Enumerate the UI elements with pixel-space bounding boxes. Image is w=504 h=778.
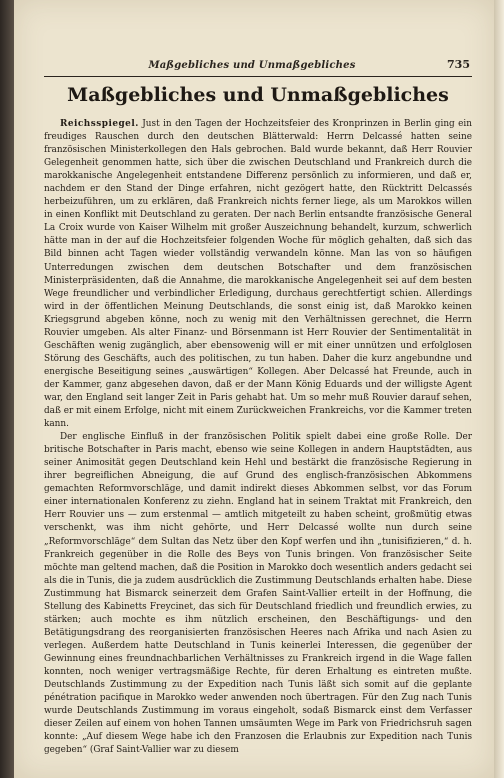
book-page — [14, 0, 494, 778]
paragraph-text: Der englische Einfluß in der französischen Politik spielt dabei eine große Rolle. Der britische Botschafter in Paris macht, ebenso wie seine Kollegen in andern Hauptstädten, aus seiner Animosität gegen Deutschland kein Hehl und bestärkt die französische Regierung in ihrer begreiflichen Abneigung, die auf Grund des englisch-französischen Abkommens gemachten Reformvorschläge, und damit indirekt dieses Abkommen selbst, vor das Forum einer internationalen Konferenz zu ziehn. England hat in seinem Traktat mit Frankreich, den Herr Rouvier uns — zum erstenmal — amtlich mitgeteilt zu haben scheint, großmütig etwas verschenkt, was ihm nicht gehörte, und Herr Delcassé wollte nun durch seine „Reformvorschläge“ dem Sultan das Netz über den Kopf werfen und ihn „tunisifizieren,“ d. h. Frankreich gegenüber in die Rolle des Beys von Tunis bringen. Von französischer Seite möchte man geltend machen, daß die Position in Marokko doch wesentlich anders gedacht sei als die in Tunis, die ja zudem ausdrücklich die Zustimmung Deutschlands erhalten habe. Diese Zustimmung hat Bismarck seinerzeit dem Grafen Saint-Vallier erteilt in der Hoffnung, die Stellung des Kabinetts Freycinet, das sich für Deutschland friedlich und freundlich erwies, zu stärken; auch mochte es ihm nützlich erscheinen, den Beschäftigungs- und den Betätigungsdrang des reorganisierten französischen Heeres nach Afrika und nach Asien zu verlegen. Außerdem hatte Deutschland in Tunis keinerlei Interessen, die gegenüber der Gewinnung eines freundnachbarlichen Verhältnisses zu Frankreich irgend in die Wage fallen konnten, noch weniger vertragsmäßige Rechte, für deren Erhaltung es eintreten mußte. Deutschlands Zustimmung zu der Expedition nach Tunis läßt sich somit auf die geplante pénétration pacifique in Marokko weder anwenden noch übertragen. Für den Zug nach Tunis wurde Deutschlands Zustimmung im voraus eingeholt, sodaß Bismarck einst dem Verfasser dieser Zeilen auf einem von hohen Tannen umsäumten Wege im Park von Friedrichsruh sagen konnte: „Auf diesem Wege habe ich den Franzosen die Erlaubnis zur Expedition nach Tunis gegeben“ (Graf Saint-Vallier war zu diesem — [44, 432, 472, 756]
paragraph — [44, 431, 472, 757]
running-head: Maßgebliches und Unmaßgebliches — [148, 60, 356, 71]
article-title: Maßgebliches und Unmaßgebliches — [67, 84, 449, 106]
book-gutter — [0, 0, 14, 778]
paragraph-text: Just in den Tagen der Hochzeitsfeier des Kronprinzen in Berlin ging ein freudiges Rauschen durch den deutschen Blätterwald: Herrn Delcassé hatten seine französischen Ministerkollegen den Hals gebrochen. Bald wurde bekannt, daß Herr Rouvier Gelegenheit genommen hatte, sich über die zwischen Deutschland und Frankreich durch die marokkanische Angelegenheit entstandene Differenz persönlich zu informieren, und daß er, nachdem er den Stand der Dinge erfahren, nicht gezögert hatte, den Rücktritt Delcassés herbeizuführen, um zu erklären, daß Frankreich nichts ferner liege, als um Marokkos willen in einen Konflikt mit Deutschland zu geraten. Der nach Berlin entsandte französische General La Croix wurde von Kaiser Wilhelm mit großer Auszeichnung behandelt, kurzum, schwerlich hätte man in der auf die Hochzeitsfeier folgenden Woche für möglich gehalten, daß sich das Bild binnen acht Tagen wieder vollständig verwandeln könne. Man las von so häufigen Unterredungen zwischen dem deutschen Botschafter und dem französischen Ministerpräsidenten, daß die Annahme, die marokkanische Angelegenheit sei auf dem besten Wege freundlicher und verbindlicher Erledigung, durchaus gerechtfertigt schien. Allerdings wird in der öffentlichen Meinung Deutschlands, die sonst einig ist, daß Marokko keinen Kriegsgrund abgeben könne, noch zu wenig mit den Verhältnissen gerechnet, die Herrn Rouvier umgeben. Als alter Finanz- und Börsenmann ist Herr Rouvier der Sentimentalität in Geschäften wenig zugänglich, aber ebensowenig will er mit einer unnützen und erfolglosen Störung des Geschäfts, auch des politischen, zu tun haben. Daher die kurz angebundne und energische Beseitigung seines „auswärtigen“ Kollegen. Aber Delcassé hat Freunde, auch in der Kammer, ganz abgesehen davon, daß er der Mann König Eduards und der willigste Agent war, den England seit langer Zeit in Paris gehabt hat. Um so mehr muß Rouvier darauf sehen, daß er mit einem Erfolge, nicht mit einem Zurückweichen Frankreichs, vor die Kammer treten kann. — [44, 119, 472, 430]
paragraph — [44, 118, 472, 431]
page-edge — [494, 0, 504, 778]
header-rule — [44, 76, 472, 77]
article-body — [44, 118, 472, 757]
page-number: 735 — [447, 58, 470, 71]
paragraph-lead: Reichsspiegel. — [60, 119, 139, 129]
